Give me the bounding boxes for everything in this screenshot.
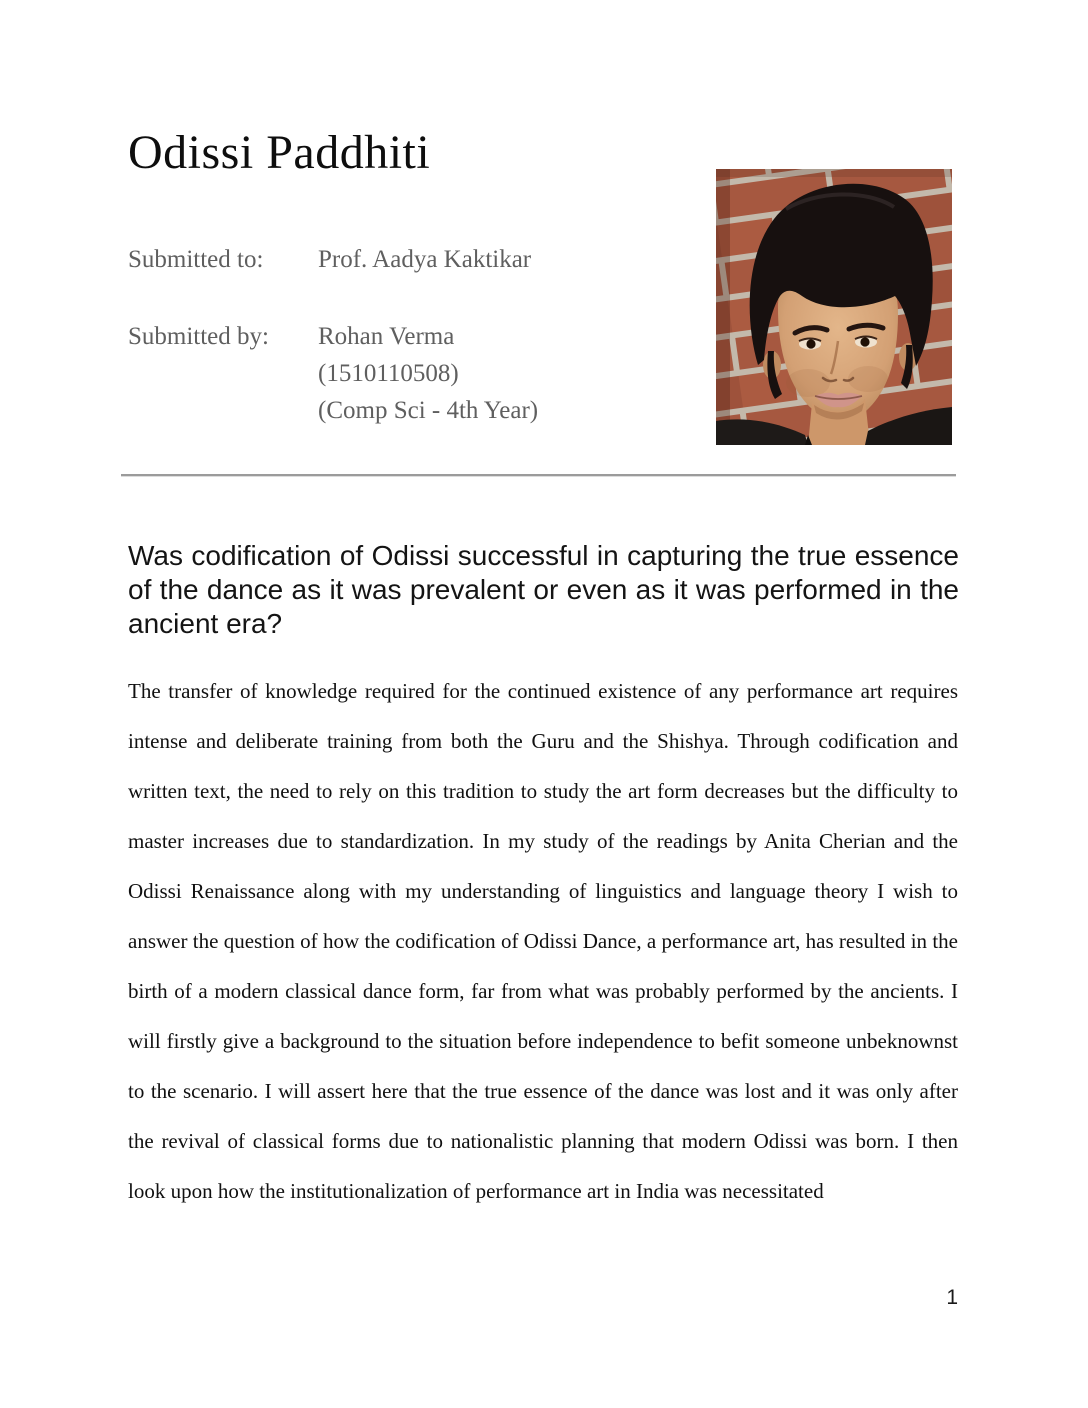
submitted-to-row <box>128 241 688 278</box>
submitted-by-id: (1510110508) <box>318 360 459 387</box>
submitted-by-row <box>128 318 688 429</box>
submitted-by-label: Submitted by: <box>128 323 269 350</box>
page-title: Odissi Paddhiti <box>128 126 431 179</box>
submitted-by-name: Rohan Verma <box>318 323 455 350</box>
essay-paragraph: The transfer of knowledge required for the continued existence of any performance art requires intense and deliberate training from both the Guru and the Shishya. Through codification and written text, the need to rely on this tradition to study the art form decreases but the difficulty to master increases due to standardization. In my study of the readings by Anita Cherian and the Odissi Renaissance along with my understanding of linguistics and language theory I wish to answer the question of how the codification of Odissi Dance, a performance art, has resulted in the birth of a modern classical dance form, far from what was probably performed by the ancients. I will firstly give a background to the situation before independence to befit someone unbeknownst to the scenario. I will assert here that the true essence of the dance was lost and it was only after the revival of classical forms due to nationalistic planning that modern Odissi was born. I then look upon how the institutionalization of performance art in India was necessitated <box>128 679 958 1203</box>
page-number: 1 <box>946 1286 958 1309</box>
submitted-by-values <box>318 318 538 429</box>
submitted-by-program: (Comp Sci - 4th Year) <box>318 397 539 424</box>
submitted-to-value: Prof. Aadya Kaktikar <box>318 246 532 273</box>
portrait-photo <box>716 169 952 445</box>
essay-question-heading: Was codification of Odissi successful in capturing the true essence of the dance as it was prevalent or even as it was performed in the ancient era? <box>128 540 959 639</box>
section-divider <box>121 474 956 476</box>
submission-block <box>128 241 688 429</box>
submitted-to-label: Submitted to: <box>128 246 264 273</box>
